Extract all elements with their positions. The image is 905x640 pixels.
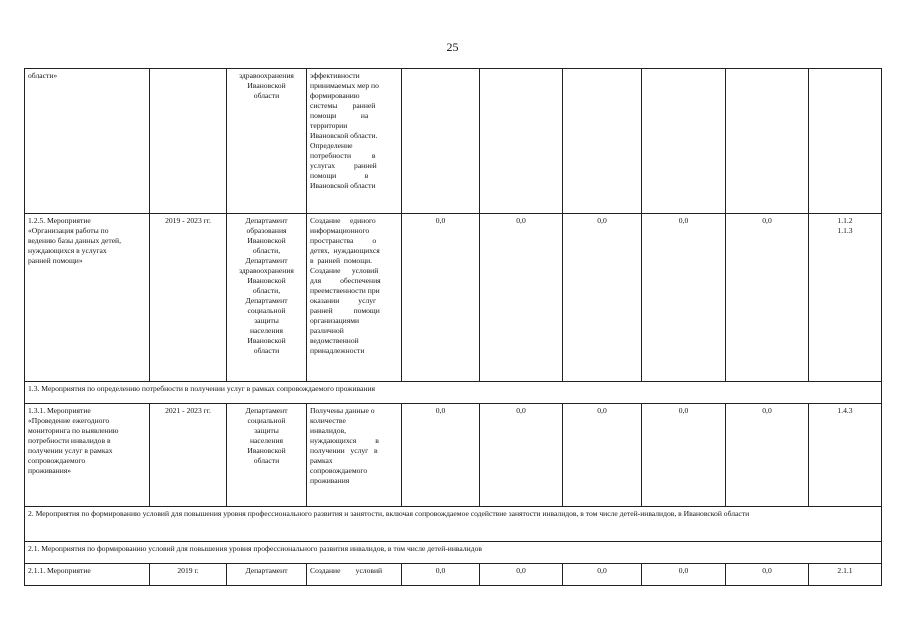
section-row: [25, 542, 882, 564]
funding-value-cell: [726, 69, 809, 214]
funding-value-cell: [563, 69, 642, 214]
result-line: потребности в: [310, 151, 376, 160]
result-line: помощи в: [310, 171, 369, 180]
executor-line: социальной: [247, 416, 286, 425]
result-line: инвалидов,: [310, 426, 347, 435]
executor-line: Ивановской: [247, 276, 286, 285]
result-line: принадлежности: [310, 346, 365, 355]
measure-name-line: «Организация работы по: [28, 226, 109, 235]
measure-name-line: области»: [28, 71, 58, 80]
executor-line: защиты: [254, 316, 279, 325]
result-cell: [307, 214, 402, 382]
measure-name-line: мониторинга по выявлению: [28, 426, 119, 435]
result-line: проживания: [310, 476, 350, 485]
section-row: [25, 382, 882, 404]
result-cell: [307, 69, 402, 214]
measures-table: [24, 68, 882, 586]
period-cell: 2019 г.: [150, 564, 227, 586]
measure-name-cell: [25, 564, 150, 586]
result-line: Создание условий: [310, 266, 379, 275]
section-heading: 2. Мероприятия по формированию условий для повышения уровня профессионального развития и занятости, включая сопровождаемое содействие занятости инвалидов, в том числе детей-инвалидов, в Ивановской области: [25, 507, 882, 542]
measure-name-line: потребности инвалидов в: [28, 436, 111, 445]
executor-line: области: [253, 91, 280, 100]
result-line: преемственности при: [310, 286, 380, 295]
indicator-line: 1.1.2: [837, 216, 853, 225]
funding-value-cell: 0,0: [726, 214, 809, 382]
result-line: организациями: [310, 316, 360, 325]
measure-name-line: 2.1.1. Мероприятие: [28, 566, 91, 575]
measure-name-cell: [25, 69, 150, 214]
result-line: Ивановской области: [310, 181, 376, 190]
result-cell: [307, 564, 402, 586]
funding-value-cell: 0,0: [726, 404, 809, 507]
executor-line: Департамент: [245, 296, 288, 305]
measure-name-line: 1.3.1. Мероприятие: [28, 406, 91, 415]
result-line: системы ранней: [310, 101, 376, 110]
result-line: информационного: [310, 226, 370, 235]
funding-value-cell: 0,0: [642, 404, 726, 507]
executor-line: Департамент: [245, 566, 288, 575]
table-row: [25, 404, 882, 507]
result-line: территории: [310, 121, 348, 130]
result-line: Получены данные о: [310, 406, 375, 415]
executor-cell: [227, 69, 307, 214]
funding-value-cell: 0,0: [402, 564, 480, 586]
executor-line: области: [253, 456, 280, 465]
period-cell: 2019 - 2023 гг.: [150, 214, 227, 382]
period-cell: [150, 69, 227, 214]
period-cell: 2021 - 2023 гг.: [150, 404, 227, 507]
result-line: ранней помощи: [310, 306, 380, 315]
executor-line: области,: [252, 246, 281, 255]
result-line: помощи на: [310, 111, 369, 120]
funding-value-cell: 0,0: [726, 564, 809, 586]
indicator-line: 1.1.3: [837, 226, 853, 235]
executor-line: Департамент: [245, 216, 288, 225]
funding-value-cell: 0,0: [563, 564, 642, 586]
table-row: [25, 69, 882, 214]
section-heading: 1.3. Мероприятия по определению потребности в получении услуг в рамках сопровождаемого проживания: [25, 382, 882, 404]
funding-value-cell: [642, 69, 726, 214]
measure-name-line: получении услуг в рамках: [28, 446, 113, 455]
executor-line: Ивановской: [247, 446, 286, 455]
result-line: эффективности: [310, 71, 360, 80]
funding-value-cell: 0,0: [563, 214, 642, 382]
result-line: Создание условий: [310, 566, 383, 575]
indicator-cell: [809, 404, 882, 507]
executor-line: социальной: [247, 306, 286, 315]
executor-line: здравоохранения: [239, 71, 294, 80]
result-line: оказании услуг: [310, 296, 377, 305]
executor-line: Ивановской: [247, 81, 286, 90]
result-line: Определение: [310, 141, 353, 150]
indicator-cell: [809, 564, 882, 586]
funding-value-cell: 0,0: [563, 404, 642, 507]
result-line: детях, нуждающихся: [310, 246, 380, 255]
measure-name-line: ранней помощи»: [28, 256, 83, 265]
result-line: пространства о: [310, 236, 377, 245]
executor-cell: [227, 214, 307, 382]
executor-line: Ивановской: [247, 336, 286, 345]
section-heading: 2.1. Мероприятия по формированию условий для повышения уровня профессионального развития инвалидов, в том числе детей-инвалидов: [25, 542, 882, 564]
executor-line: Департамент: [245, 256, 288, 265]
section-row: [25, 507, 882, 542]
executor-line: образования: [246, 226, 287, 235]
result-line: сопровождаемого: [310, 466, 368, 475]
funding-value-cell: 0,0: [402, 404, 480, 507]
executor-line: здравоохранения: [239, 266, 294, 275]
measure-name-cell: [25, 214, 150, 382]
result-line: нуждающихся в: [310, 436, 379, 445]
result-line: для обеспечения: [310, 276, 381, 285]
result-line: формированию: [310, 91, 360, 100]
result-line: различной: [310, 326, 344, 335]
funding-value-cell: 0,0: [480, 404, 563, 507]
result-line: Создание единого: [310, 216, 376, 225]
measure-name-cell: [25, 404, 150, 507]
measure-name-line: сопровождаемого: [28, 456, 86, 465]
result-line: ведомственной: [310, 336, 359, 345]
page-number: 25: [446, 40, 459, 54]
executor-line: области,: [252, 286, 281, 295]
table-row: [25, 214, 882, 382]
result-line: количестве: [310, 416, 346, 425]
executor-line: Департамент: [245, 406, 288, 415]
funding-value-cell: [402, 69, 480, 214]
executor-line: населения: [249, 326, 284, 335]
indicator-cell: [809, 214, 882, 382]
result-line: получении услуг в: [310, 446, 378, 455]
result-line: услугах ранней: [310, 161, 377, 170]
executor-line: населения: [249, 436, 284, 445]
measure-name-line: «Проведение ежегодного: [28, 416, 110, 425]
result-line: в ранней помощи.: [310, 256, 373, 265]
funding-value-cell: 0,0: [642, 564, 726, 586]
measure-name-line: 1.2.5. Мероприятие: [28, 216, 91, 225]
result-line: рамках: [310, 456, 333, 465]
result-cell: [307, 404, 402, 507]
measure-name-line: ведению базы данных детей,: [28, 236, 122, 245]
measure-name-line: нуждающихся в услугах: [28, 246, 107, 255]
funding-value-cell: 0,0: [480, 564, 563, 586]
result-line: принимаемых мер по: [310, 81, 379, 90]
indicator-line: 2.1.1: [837, 566, 853, 575]
funding-value-cell: [480, 69, 563, 214]
executor-cell: [227, 404, 307, 507]
measure-name-line: проживания»: [28, 466, 72, 475]
executor-line: защиты: [254, 426, 279, 435]
executor-line: Ивановской: [247, 236, 286, 245]
funding-value-cell: 0,0: [402, 214, 480, 382]
executor-line: области: [253, 346, 280, 355]
table-row: [25, 564, 882, 586]
funding-value-cell: 0,0: [642, 214, 726, 382]
indicator-cell: [809, 69, 882, 214]
indicator-line: 1.4.3: [837, 406, 853, 415]
executor-cell: [227, 564, 307, 586]
funding-value-cell: 0,0: [480, 214, 563, 382]
result-line: Ивановской области.: [310, 131, 378, 140]
